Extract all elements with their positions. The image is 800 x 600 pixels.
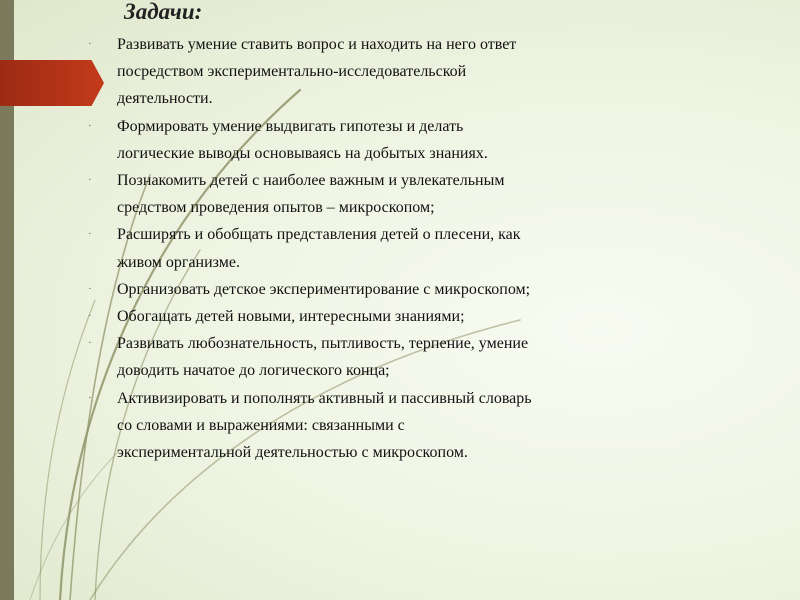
task-text-line: средством проведения опытов – микроскопом; xyxy=(117,199,435,217)
task-item xyxy=(88,330,648,384)
task-item xyxy=(88,167,648,221)
task-text-line: Формировать умение выдвигать гипотезы и делать xyxy=(117,117,464,135)
task-item xyxy=(88,221,648,275)
bullet-dot: · xyxy=(88,310,92,323)
task-text-line: Организовать детское экспериментирование с микроскопом; xyxy=(117,280,531,298)
bullet-dot: · xyxy=(88,174,92,187)
bullet-dot: · xyxy=(88,228,92,241)
task-text-line: со словами и выражениями: связанными с xyxy=(117,416,405,434)
task-text-line: живом организме. xyxy=(117,253,240,271)
task-text-line: Обогащать детей новыми, интересными знаниями; xyxy=(117,308,465,326)
bullet-dot: · xyxy=(88,119,92,132)
bullet-dot: · xyxy=(88,391,92,404)
bullet-dot: · xyxy=(88,282,92,295)
task-list xyxy=(88,31,648,466)
task-item xyxy=(88,385,648,467)
task-text-line: Развивать любознательность, пытливость, терпение, умение xyxy=(117,335,529,353)
task-item xyxy=(88,276,648,303)
task-text-line: Активизировать и пополнять активный и пассивный словарь xyxy=(117,389,532,407)
task-text-line: логические выводы основываясь на добытых знаниях. xyxy=(117,144,488,162)
task-text-line: Познакомить детей с наиболее важным и увлекательным xyxy=(117,172,505,190)
task-text-line: деятельности. xyxy=(117,90,213,108)
task-text-line: Развивать умение ставить вопрос и находить на него ответ xyxy=(117,36,517,53)
task-item xyxy=(88,303,648,330)
task-text-line: доводить начатое до логического конца; xyxy=(117,362,390,380)
bullet-dot: · xyxy=(88,38,92,50)
slide-title: Задачи: xyxy=(124,0,203,24)
task-text-line: Расширять и обобщать представления детей о плесени, как xyxy=(117,226,521,244)
task-item xyxy=(88,31,648,113)
task-item xyxy=(88,113,648,167)
bullet-dot: · xyxy=(88,337,92,350)
task-text-line: экспериментальной деятельностью с микроскопом. xyxy=(117,444,468,462)
task-text-line: посредством экспериментально-исследовательской xyxy=(117,63,467,81)
